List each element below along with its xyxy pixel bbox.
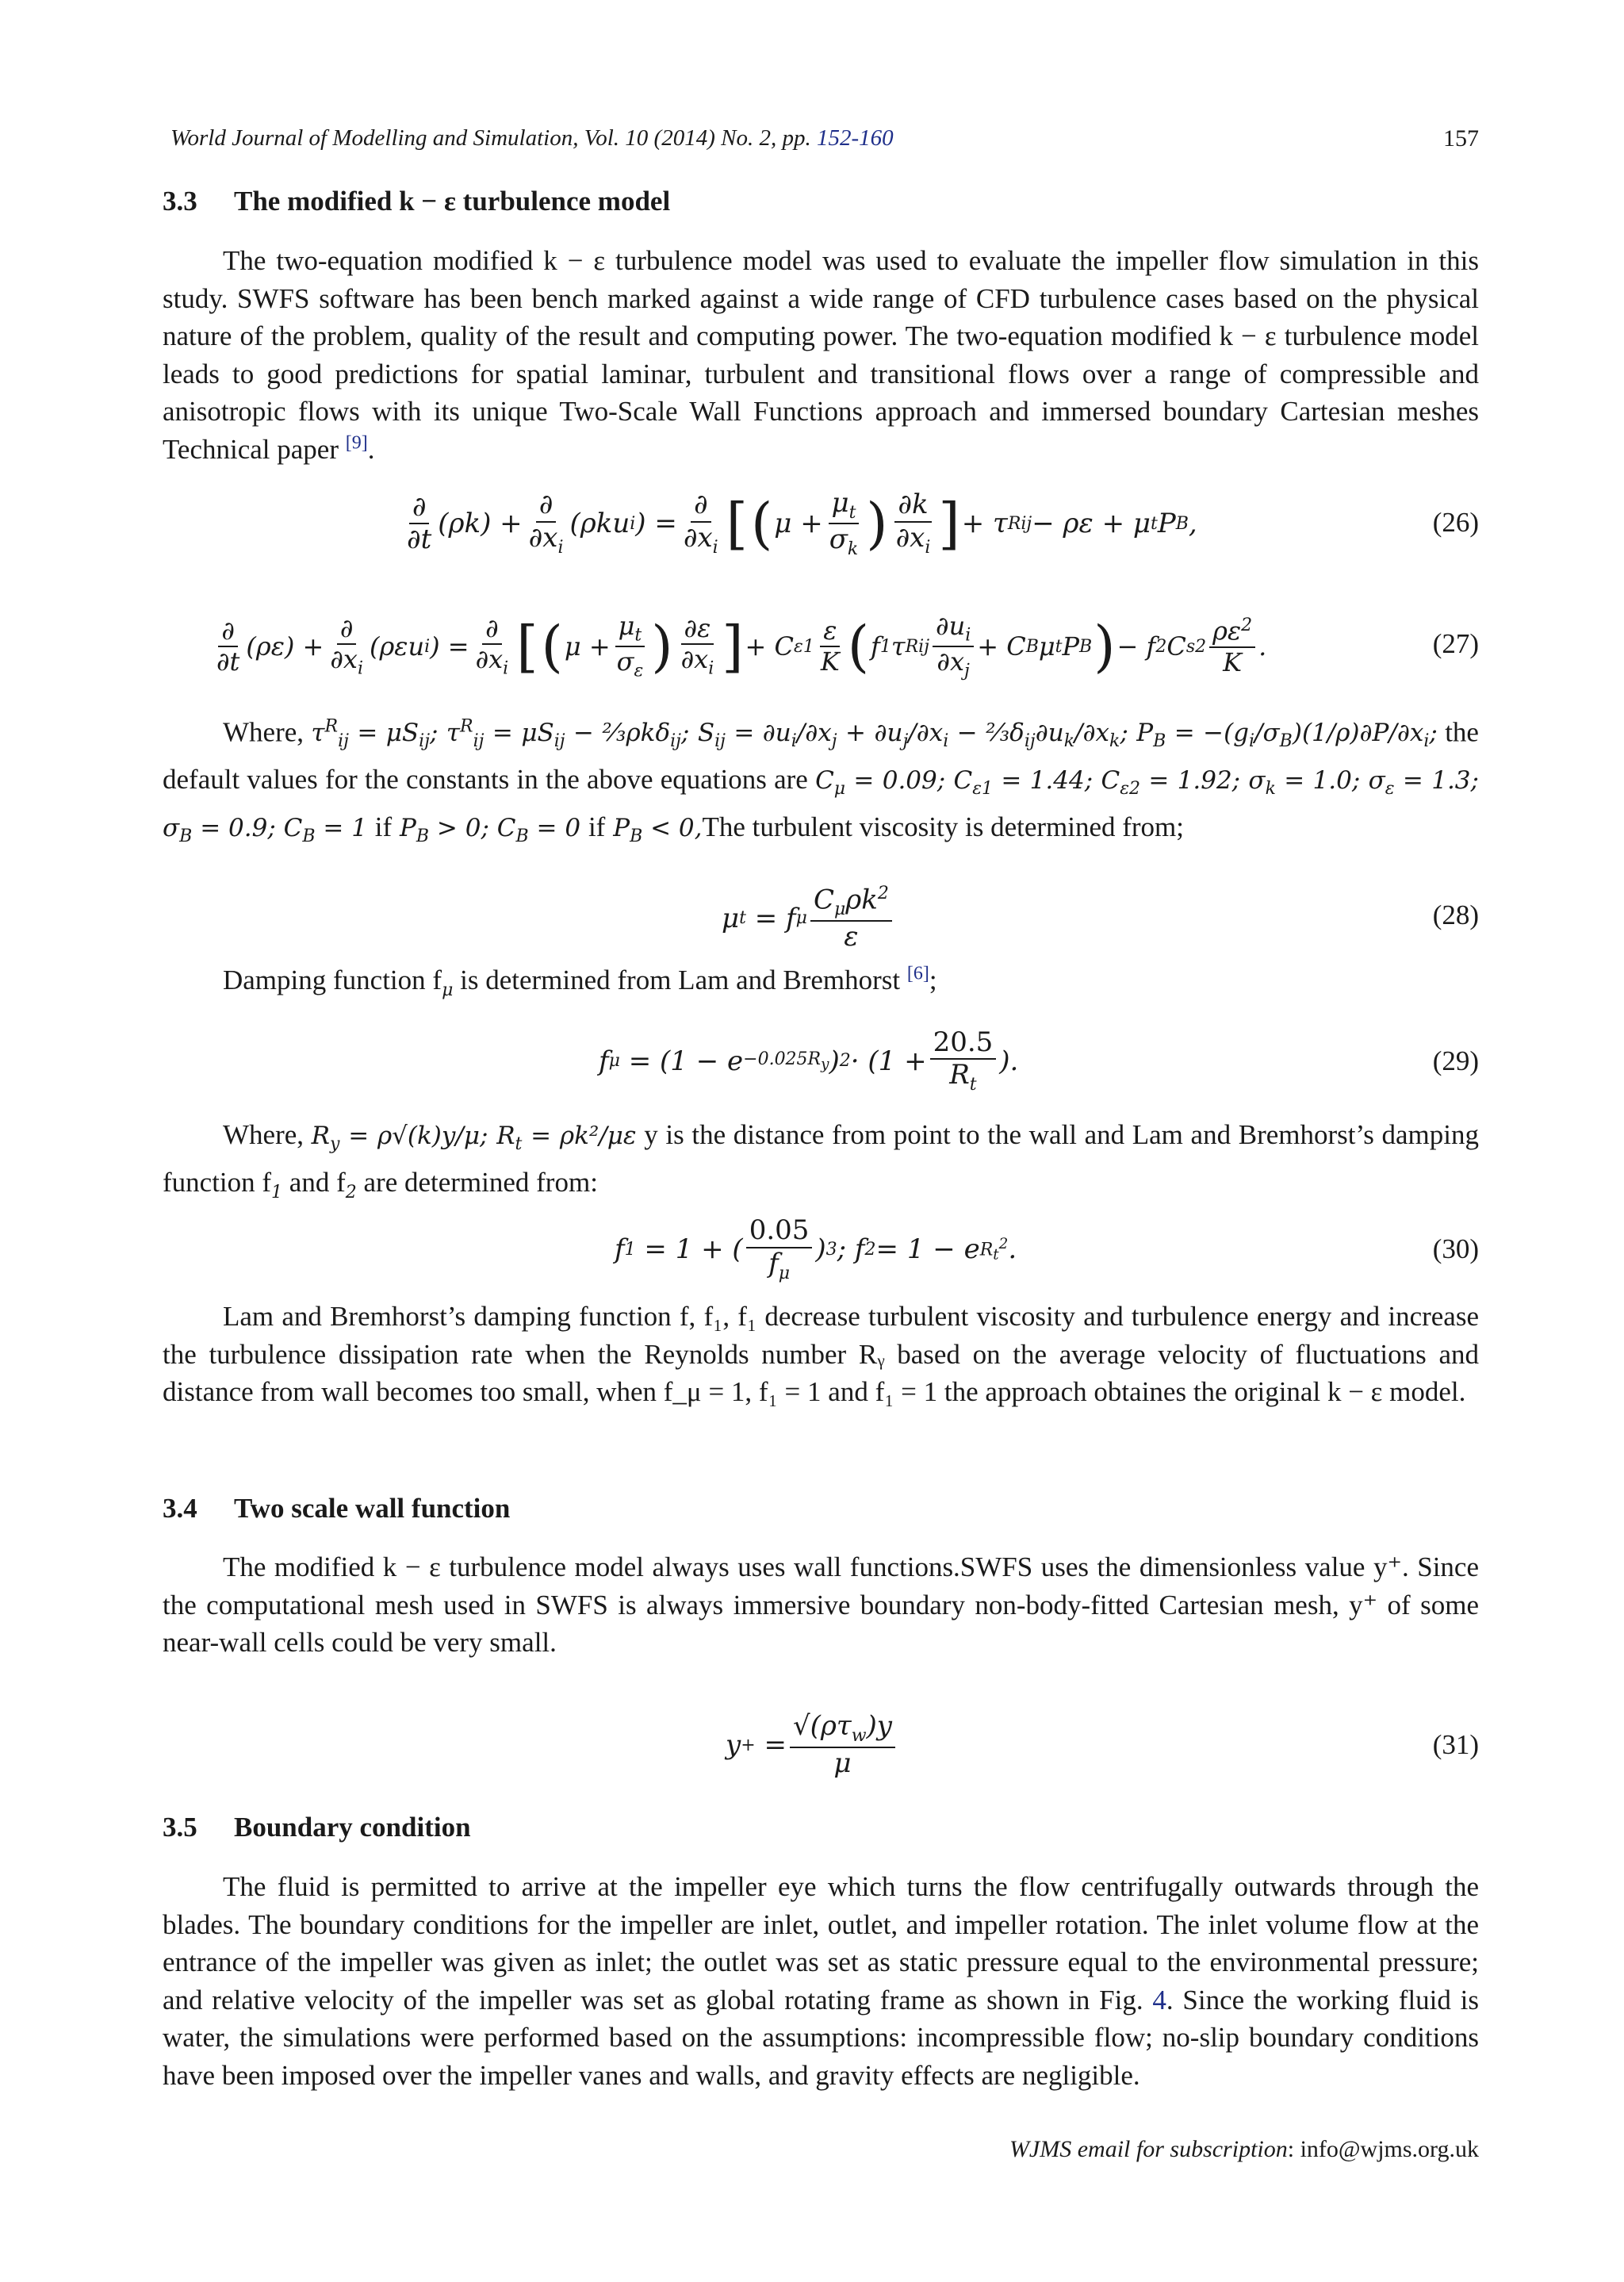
equation-26 — [0, 488, 1624, 559]
paragraph: The fluid is permitted to arrive at the impeller eye which turns the flow centrifugally outwards through the blades. The boundary conditions for the impeller are inlet, outlet, and impeller rotation. The inlet volume flow at the entrance of the impeller was given as inlet; the outlet was set as static pressure equal to the environmental pressure; and relative velocity of the impeller was set as global rotating frame as shown in Fig. 4. Since the working fluid is water, the simulations were performed based on the assumptions: incompressible flow; no-slip boundary conditions have been imposed over the impeller vanes and walls, and gravity effects are negligible. — [163, 1871, 1479, 2091]
section-heading-3-4 — [163, 1493, 510, 1525]
citation-link[interactable]: [9] — [345, 432, 368, 454]
page-footer: WJMS email for subscription: info@wjms.org.uk — [1009, 2136, 1479, 2162]
section-heading-3-3 — [163, 186, 670, 217]
subscription-email[interactable]: : info@wjms.org.uk — [1287, 2136, 1479, 2162]
section-number: 3.5 — [163, 1812, 197, 1843]
section-title: The modified k − ε turbulence model — [234, 186, 671, 217]
equation-number: (27) — [1432, 628, 1479, 659]
equation-number: (29) — [1432, 1045, 1479, 1076]
equation-body: f 1 = 1 + ( $\frac{0.05}{f_\mu}$ ) 3 ; f 2 = 1 − e $R_t^2$ . — [615, 1214, 1017, 1283]
citation-link[interactable]: [6] — [906, 963, 929, 984]
equation-body: y + = $\frac{√(\rho\tau_w)y}{\mu}$ — [726, 1705, 898, 1785]
equation-28 — [0, 880, 1624, 952]
equation-body: $\frac{\partial}{\partial t}$ (ρε) + $\frac{\partial}{\partial x_i}$ (ρεu i ) = $\frac{\partial}{\partial x_i}$ [ ( μ + $\frac{\mu_t}{\sigma_\varepsilon}$ ) $\frac{\partial\varepsilon}{\partial x_i}$ ] + C ε1 $\frac{\varepsilon}{K}$ ( f 1 τ R ij $\frac{\partial u_i}{\partial x_j}$ + C B μ t P B ) − f 2 C s2 $\frac{\rho\varepsilon^2}{K}$ . — [216, 611, 1267, 681]
section-heading-3-5 — [163, 1812, 471, 1843]
paragraph: Where, $\tau^R_{ij} = \mu S_{ij}$; $\tau^R_{ij} = \mu S_{ij}$ − ⅔ρkδ$_{ij}$; $S_{ij} = \partial u_i/\partial x_j + \partial u_j/\partial x_i$ − $\frac{2}{3}\delta_{ij}\partial u_k/\partial x_k$; $P_B = -(g_i/\sigma_B)(1/\rho)\partial P/\partial x_i$; the default values for the constants in the above equations are $C_\mu = 0.09$; $C_{\varepsilon 1} = 1.44$; $C_{\varepsilon 2} = 1.92$; $\sigma_k = 1.0$; $\sigma_\varepsilon = 1.3$; $\sigma_B = 0.9$; $C_B = 1$ if $P_B > 0$; $C_B = 0$ if $P_B < 0,The$ turbulent viscosity is determined from; — [163, 716, 1479, 847]
equation-number: (28) — [1432, 899, 1479, 930]
equation-number: (26) — [1432, 507, 1479, 538]
equation-30 — [0, 1210, 1624, 1281]
equation-body: f μ = (1 − e $-0.025R_y$ ) 2 · (1 + $\frac{20.5}{R_t}$ ). — [599, 1026, 1019, 1095]
paragraph: Damping function $f_\mu$ is determined from Lam and Bremhorst [6]; — [223, 963, 937, 1000]
paragraph: The two-equation modified k − ε turbulence model was used to evaluate the impeller flow simulation in this study. SWFS software has been bench marked against a wide range of CFD turbulence cases based on the physical nature of the problem, quality of the result and computing power. The two-equation modified k − ε turbulence model leads to good predictions for spatial laminar, turbulent and transitional flows over a range of compressible and anisotropic flows with its unique Two-Scale Wall Functions approach and immersed boundary Cartesian meshes Technical paper [9]. — [163, 245, 1479, 465]
figure-link[interactable]: 4 — [1152, 1984, 1166, 2015]
paragraph: The modified k − ε turbulence model always uses wall functions.SWFS uses the dimensionless value y⁺. Since the computational mesh used in SWFS is always immersive boundary non-body-fitted Cartesian mesh, y⁺ of some near-wall cells could be very small. — [163, 1551, 1479, 1659]
section-title: Two scale wall function — [234, 1493, 511, 1524]
equation-number: (30) — [1432, 1233, 1479, 1264]
equation-27 — [0, 611, 1624, 682]
equation-31 — [0, 1705, 1624, 1777]
running-header — [170, 125, 894, 151]
equation-29 — [0, 1023, 1624, 1095]
page-range-link[interactable]: 152-160 — [816, 125, 894, 151]
section-title: Boundary condition — [234, 1812, 471, 1843]
equation-body: μ t = f μ $\frac{C_\mu\rho k^2}{\varepsilon}$ — [722, 880, 895, 956]
paragraph: Lam and Bremhorst’s damping function f, f₁, f₁ decrease turbulent viscosity and turbulence energy and increase the turbulence dissipation rate when the Reynolds number Rᵧ based on the average velocity of fluctuations and distance from wall becomes too small, when f_μ = 1, f₁ = 1 and f₁ = 1 the approach obtaines the original k − ε model. — [163, 1301, 1479, 1408]
equation-number: (31) — [1432, 1729, 1479, 1760]
paragraph: Where, $R_y = \rho√(k)y/\mu$; $R_t = \rho k^2/\mu\varepsilon$ y is the distance from point to the wall and Lam and Bremhorst’s damping function $f_1$ and $f_2$ are determined from: — [163, 1119, 1479, 1202]
section-number: 3.4 — [163, 1493, 197, 1524]
equation-body: $\frac{\partial}{\partial t}$ (ρk) + $\frac{\partial}{\partial x_i}$ (ρku i ) = $\frac{\partial}{\partial x_i}$ [ ( μ + $\frac{\mu_t}{\sigma_k}$ ) $\frac{\partial k}{\partial x_i}$ ] + τ R ij − ρε + μ t P B , — [407, 486, 1197, 559]
journal-citation: World Journal of Modelling and Simulation, Vol. 10 (2014) No. 2, pp. — [170, 125, 811, 151]
section-number: 3.3 — [163, 186, 197, 217]
page-number: 157 — [1443, 125, 1479, 151]
